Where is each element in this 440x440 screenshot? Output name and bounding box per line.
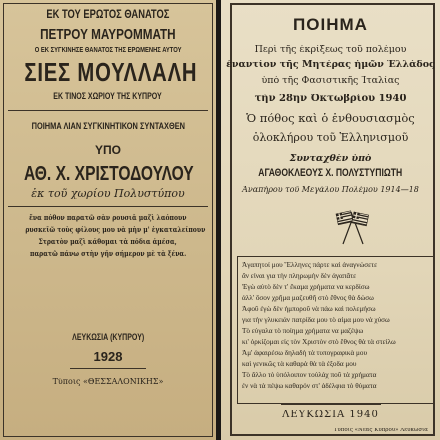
left-verse-2-text: ρυσκεῖῶ τοὺς φίλους μου νὰ μὴν μ' ἐγκαταλείπουν — [25, 226, 206, 234]
right-composed-by — [221, 154, 440, 164]
left-verse-1 — [0, 214, 216, 222]
left-printer-text: Τύποις «ΘΕΣΣΑΛΟΝΙΚΗΣ» — [52, 378, 164, 386]
right-author-name — [221, 168, 440, 179]
left-verse-3 — [0, 238, 216, 246]
right-printer — [221, 428, 440, 434]
left-year-text: 1928 — [93, 350, 123, 363]
left-title-line-2 — [0, 27, 216, 42]
poem-line-6: για τὴν γλυκειάν πατρίδα μου τὸ αἷμα μου νὰ χύσω — [242, 317, 390, 324]
poem-line-11: Τὸ ἄλλο τὸ ὑπόλοιπον τοὐλάχ ποῦ τὰ χρήματα — [242, 372, 377, 379]
left-by-line — [0, 144, 216, 156]
poem-line-12: ἐν νὰ τὰ πέψω καθαρόν στ' ἀδέλφια τὸ θύματα — [242, 383, 377, 390]
right-pamphlet-page — [221, 0, 440, 440]
poem-line-8: κι' ὁρκίζομαι εἰς τὸν Χριστὸν στὸ ἔθνος θὰ τὰ στείλω — [242, 339, 396, 346]
right-subtitle-3-text: ὑπὸ τῆς Φασιστικῆς Ἰταλίας — [261, 76, 400, 86]
left-by-text: ΥΠΟ — [94, 144, 121, 156]
left-pamphlet-page — [0, 0, 216, 440]
left-poem-descriptor — [0, 122, 216, 132]
left-poem-descriptor-text: ΠΟΙΗΜΑ ΛΙΑΝ ΣΥΓΚΙΝΗΤΙΚΟΝ ΣΥΝΤΑΧΘΕΝ — [31, 122, 185, 132]
left-author-name — [0, 164, 216, 184]
poem-line-2: ἂν εἶναι για τὴν πληρωμὴν δὲν ἀγαπᾶτε — [242, 273, 357, 280]
right-subtitle-4 — [221, 94, 440, 104]
left-village-line — [0, 188, 216, 199]
right-author-note-text: Ἀναπήρου τοῦ Μεγάλου Πολέμου 1914—18 — [242, 186, 419, 194]
left-verse-4-text: παρατῶ πάνω στὴν γῆν σήμερον μὲ τὰ ξένα. — [29, 250, 187, 258]
right-subtitle-6-text: ὁλοκλήρου τοῦ Ἑλληνισμοῦ — [252, 132, 409, 143]
left-printer — [0, 378, 216, 386]
poem-line-10: καὶ γενικῶς τὰ καθαρὰ θὰ τὰ ἐξοδα μου — [242, 361, 357, 368]
right-subtitle-4-text: τὴν 28ην Ὀκτωβρίου 1940 — [254, 94, 407, 104]
right-title — [221, 16, 440, 33]
left-title-text-2: ΠΕΤΡΟΥ ΜΑΥΡΟΜΜΑΤΗ — [40, 27, 176, 42]
left-origin-line — [0, 92, 216, 101]
left-divider-3 — [70, 368, 146, 369]
right-divider — [281, 404, 381, 405]
right-author-text: ΑΓΑΘΟΚΛΕΟΥΣ Χ. ΠΟΛΥΣΤΥΠΙΩΤΗ — [258, 168, 403, 179]
crossed-flags-icon — [333, 208, 373, 248]
poem-line-5: Ἀφοῦ ἐγὼ δὲν ἠμποροῦ νὰ πάω καὶ πολεμήσω — [242, 306, 376, 313]
left-divider-1 — [8, 110, 208, 111]
left-origin-text: ΕΚ ΤΙΝΟΣ ΧΩΡΙΟΥ ΤΗΣ ΚΥΠΡΟΥ — [53, 92, 163, 101]
left-author-text: ΑΘ. Χ. ΧΡΙΣΤΟΔΟΥΛΟΥ — [23, 164, 194, 184]
poem-line-4: ἀλλ' ὅσον χρῆμα μαζευθῆ στὸ ἔθνος θὰ δώσω — [242, 295, 374, 302]
left-divider-2 — [8, 206, 208, 207]
right-subtitle-3 — [221, 76, 440, 86]
right-subtitle-6 — [221, 132, 440, 143]
left-title-text-1: ΕΚ ΤΟΥ ΕΡΩΤΟΣ ΘΑΝΑΤΟΣ — [46, 8, 170, 20]
poem-line-1: Ἀγαπητοί μου Ἕλληνες πάρτε καὶ ἀναγνώσετε — [242, 262, 378, 269]
left-title-line-3 — [0, 46, 216, 54]
right-author-note — [221, 186, 440, 194]
left-verse-1-text: ἕνα πόθον παρατῶ σὰν ρουσιᾶ μαζὶ λαόπουν — [29, 214, 187, 222]
left-place-text: ΛΕΥΚΩΣΙΑ (ΚΥΠΡΟΥ) — [71, 333, 145, 342]
poem-line-3: Ἐγὼ αὐτὸ δὲν τ' ἔκαμα χρήματα να κερδίσω — [242, 284, 370, 291]
left-verse-2 — [0, 226, 216, 234]
right-subtitle-1 — [221, 45, 440, 55]
poem-line-9: Ἀμ' ἀφαιρέσω δηλαδὴ τὰ τυπογραφικὰ μου — [242, 350, 368, 357]
right-composed-by-text: Συνταχθὲν ὑπὸ — [289, 154, 372, 164]
right-poem-box — [237, 256, 435, 404]
poem-line-7: Τὸ εὐγαλα τὸ ποίημα χρήματα να μαζέψω — [242, 328, 364, 335]
right-title-text: ΠΟΙΗΜΑ — [293, 16, 368, 33]
right-place-year-text: ΛΕΥΚΩΣΙΑ 1940 — [282, 410, 379, 420]
left-heading-name — [0, 59, 216, 85]
left-year — [0, 350, 216, 363]
left-verse-3-text: Στρατὸν μαζὶ κάθομαι τὰ πόδια ἀμέσα, — [38, 238, 178, 246]
left-village-text: ἐκ τοῦ χωρίου Πολυστύπου — [31, 188, 185, 199]
right-place-year — [221, 410, 440, 420]
right-printer-text: Τύποις «Νέας Κύπρου» Λευκωσία — [333, 428, 428, 433]
right-subtitle-2 — [221, 60, 440, 70]
left-heading-name-text: ΣΙΕΣ ΜΟΥΛΛΑΛΗ — [24, 59, 198, 85]
right-subtitle-5 — [221, 113, 440, 125]
left-title-line-1 — [0, 8, 216, 20]
right-subtitle-5-text: Ὁ πόθος καὶ ὁ ἐνθουσιασμὸς — [246, 113, 415, 125]
left-place — [0, 333, 216, 342]
right-subtitle-1-text: Περὶ τῆς ἐκρίξεως τοῦ πολέμου — [254, 45, 407, 55]
left-title-text-3: Ο ΕΚ ΣΥΓΚΙΝΗΣΕ ΘΑΝΑΤΟΣ ΤΗΣ ΕΡΩΜΕΝΗΣ ΑΥΤΟΥ — [34, 46, 182, 54]
right-subtitle-2-text: ἐναντίον τῆς Μητέρας ἡμῶν Ἑλλάδος — [226, 60, 435, 70]
left-verse-4 — [0, 250, 216, 258]
